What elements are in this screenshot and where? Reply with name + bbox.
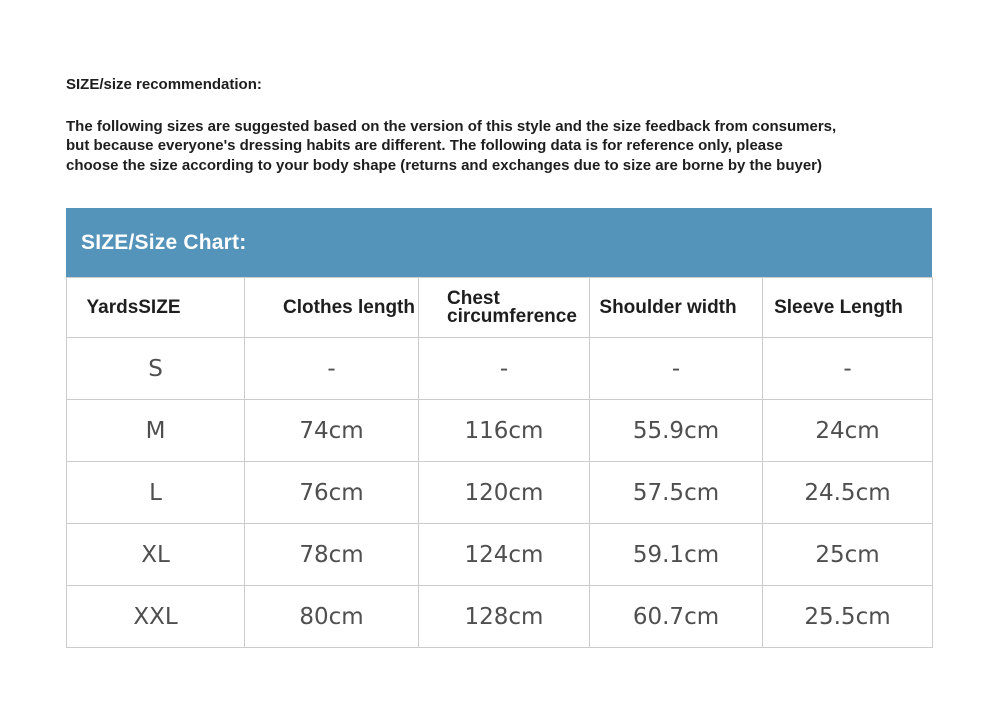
cell-chest: - [419,338,590,400]
col-header-chest-circumference [419,278,590,338]
cell-sleeve: - [763,338,933,400]
cell-size: M [67,400,245,462]
col-header-chest-label: Chest circumference [447,287,577,327]
table-row-xl [67,524,933,586]
intro-paragraph-line: choose the size according to your body shape (returns and exchanges due to size are borne by the buyer) [66,156,823,174]
cell-shoulder: - [590,338,763,400]
col-header-clothes-length: Clothes length [245,278,419,338]
cell-chest: 116cm [419,400,590,462]
col-header-sleeve-length: Sleeve Length [763,278,933,338]
table-row-l [67,462,933,524]
cell-clothes-length: 78cm [245,524,419,586]
cell-clothes-length: 76cm [245,462,419,524]
cell-chest: 124cm [419,524,590,586]
intro-paragraph [66,117,836,175]
cell-size: S [67,338,245,400]
cell-chest: 128cm [419,586,590,648]
cell-shoulder: 57.5cm [590,462,763,524]
cell-clothes-length: - [245,338,419,400]
cell-sleeve: 25cm [763,524,933,586]
cell-shoulder: 59.1cm [590,524,763,586]
cell-size: XL [67,524,245,586]
table-row-m [67,400,933,462]
intro-paragraph-line: but because everyone's dressing habits are different. The following data is for reference only, please [66,137,783,155]
cell-shoulder: 55.9cm [590,400,763,462]
table-header-row [67,278,933,338]
table-row-s [67,338,933,400]
col-header-shoulder-width: Shoulder width [590,278,763,338]
cell-sleeve: 24cm [763,400,933,462]
cell-size: L [67,462,245,524]
size-chart-title: SIZE/Size Chart: [81,230,247,254]
cell-chest: 120cm [419,462,590,524]
section-title: SIZE/size recommendation: [66,76,262,93]
size-chart-header-bar [66,208,932,277]
cell-size: XXL [67,586,245,648]
col-header-yards-size: YardsSIZE [67,278,245,338]
cell-clothes-length: 80cm [245,586,419,648]
cell-sleeve: 25.5cm [763,586,933,648]
intro-paragraph-line: The following sizes are suggested based on the version of this style and the size feedback from consumers, [66,118,837,135]
table-row-xxl [67,586,933,648]
cell-clothes-length: 74cm [245,400,419,462]
cell-sleeve: 24.5cm [763,462,933,524]
size-chart-table [66,277,933,648]
cell-shoulder: 60.7cm [590,586,763,648]
